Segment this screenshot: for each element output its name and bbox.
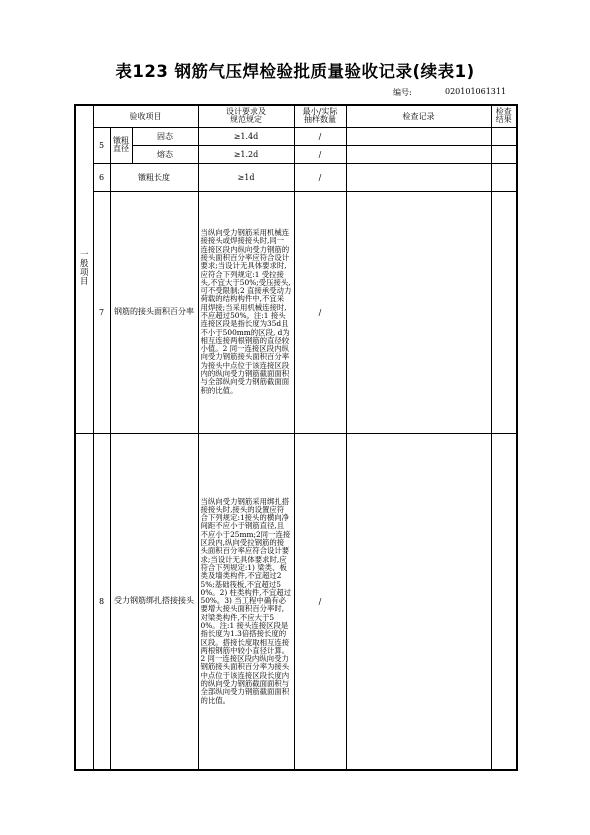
table-row [75, 163, 517, 191]
page-title: 表123 钢筋气压焊检验批质量验收记录(续表1) [115, 62, 475, 81]
header-result: 检查 结果 [491, 105, 517, 127]
check-result-cell[interactable] [491, 433, 517, 770]
check-result-cell[interactable] [491, 145, 517, 163]
general-items-label-cont [75, 433, 93, 770]
sample-count: / [294, 433, 346, 770]
item-name: 固态 [132, 127, 198, 145]
header-design: 设计要求及 规范规定 [198, 105, 294, 127]
check-record-cell[interactable] [346, 145, 491, 163]
sample-count: / [294, 127, 346, 145]
row-number: 6 [93, 163, 110, 191]
table-row [75, 127, 517, 145]
requirement: ≥1d [198, 163, 294, 191]
item-name: 受力钢筋绑扎搭接接头 [110, 433, 198, 770]
header-item: 验收项目 [93, 105, 198, 127]
record-code [393, 87, 507, 98]
item-name: 镦粗长度 [110, 163, 198, 191]
item-name: 钢筋的接头面积百分率 [110, 191, 198, 433]
check-record-cell[interactable] [346, 163, 491, 191]
inspection-table [74, 104, 518, 771]
check-result-cell[interactable] [491, 191, 517, 433]
table-row [75, 433, 517, 770]
row-number: 7 [93, 191, 110, 433]
row-number: 8 [93, 433, 110, 770]
table-row [75, 191, 517, 433]
row-number: 5 [93, 127, 110, 163]
header-record: 检查记录 [346, 105, 491, 127]
code-value: 020101061311 [445, 87, 507, 96]
check-record-cell[interactable] [346, 127, 491, 145]
sample-count: / [294, 191, 346, 433]
requirement: 当纵向受力钢筋采用机械连接接头或焊接接头时,同一连接区段内纵向受力钢筋的接头面积百分率应符合设计要求;当设计无具体要求时,应符合下列规定:1 受拉接头,不宜大于50%;受压接头,可不受限制;2 直接承受动力荷载的结构构件中,不宜采用焊接;当采用机械连接时,不应超过50%。注:1 接头连接区段是指长度为35d且不小于500mm的区段, d为相互连接两根钢筋的直径较小值。2 同一连接区段内纵向受力钢筋接头面积百分率为接头中点位于该连接区段内的纵向受力钢筋截面面积与全部纵向受力钢筋截面面积的比值。 [198, 191, 294, 433]
code-label: 编号: [393, 88, 412, 97]
header-row [75, 105, 517, 127]
sample-count: / [294, 163, 346, 191]
header-sample: 最小/实际 抽样数量 [294, 105, 346, 127]
check-record-cell[interactable] [346, 433, 491, 770]
table-row [75, 145, 517, 163]
requirement: ≥1.4d [198, 127, 294, 145]
check-record-cell[interactable] [346, 191, 491, 433]
upset-diameter-label: 镦粗 直径 [110, 127, 132, 163]
requirement: 当纵向受力钢筋采用绑扎搭接接头时,接头的设置应符合下列规定:1接头的横向净间距不应小于钢筋直径,且不应小于25mm;2同一连接区段内,纵向受拉钢筋的接头面积百分率应符合设计要求;当设计无具体要求时,应符合下列规定:1) 梁类、板类及墙类构件,不宜超过25%;基础筏板,不宜超过50%。2) 柱类构件,不宜超过50%。3) 当工程中确有必要增大接头面积百分率时,对梁类构件,不应大于50%。注:1 接头连接区段是指长度为1.3倍搭接长度的区段。搭接长度取相互连接两根钢筋中较小直径计算。2 同一连接区段内纵向受力钢筋接头面积百分率为接头中点位于该连接区段长度内的纵向受力钢筋截面面积与全部纵向受力钢筋截面面积的比值。 [198, 433, 294, 770]
sample-count: / [294, 145, 346, 163]
requirement: ≥1.2d [198, 145, 294, 163]
general-items-label: 一 般 项 目 [75, 105, 93, 433]
check-result-cell[interactable] [491, 163, 517, 191]
item-name: 熔态 [132, 145, 198, 163]
check-result-cell[interactable] [491, 127, 517, 145]
